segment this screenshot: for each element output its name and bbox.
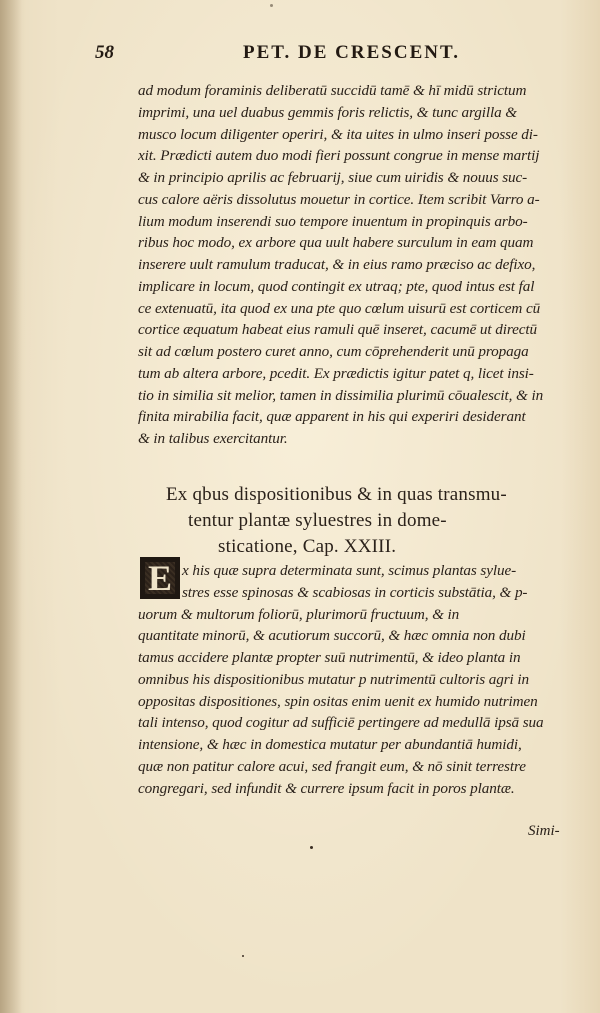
text-line: tio in similia sit melior, tamen in dissimilia plurimū cōualescit, & in [138, 386, 544, 404]
chapter-heading-line: tentur plantæ syluestres in dome- [188, 510, 447, 531]
paragraph-2 [138, 560, 568, 799]
text-line: omnibus his dispositionibus mutatur p nutrimentū cultoris agri in [138, 670, 529, 688]
page-number: 58 [95, 42, 114, 63]
text-line: oppositas dispositiones, spin ositas enim uenit ex humido nutrimen [138, 692, 538, 710]
text-line: tali intenso, quod cogitur ad sufficiē pertingere ad medullā ipsā sua [138, 714, 544, 732]
paper-speck [270, 4, 273, 7]
text-line: ribus hoc modo, ex arbore qua uult habere surculum in eam quam [138, 234, 534, 252]
paper-speck [310, 846, 313, 849]
text-line: finita mirabilia facit, quæ apparent in his qui experiri desiderant [138, 408, 526, 426]
catchword: Simi- [528, 823, 560, 839]
text-line: lium modum inserendi suo tempore inuentum in propinquis arbo- [138, 212, 528, 230]
text-line: cus calore aëris dissolutus mouetur in cortice. Item scribit Varro a- [138, 190, 540, 208]
text-line: musco locum diligenter operiri, & ita uites in ulmo inseri posse di- [138, 125, 538, 143]
text-line: ce extenuatū, ita quod ex una pte quo cœlum uisurū est corticem cū [138, 299, 541, 317]
text-line: imprimi, una uel duabus gemmis foris relictis, & tunc argilla & [138, 103, 518, 121]
paper-speck [242, 955, 244, 957]
text-line: & in principio aprilis ac februarij, siue cum uiridis & nouus suc- [138, 169, 528, 186]
chapter-heading [166, 482, 586, 560]
chapter-heading-line: Ex qbus dispositionibus & in quas transmu- [166, 484, 507, 505]
paragraph-1 [138, 80, 566, 450]
text-line: tamus accidere plantæ propter suū nutrimentū, & ideo planta in [138, 649, 521, 666]
running-title: PET. DE CRESCENT. [243, 42, 460, 63]
chapter-heading-line: sticatione, Cap. XXIII. [218, 536, 397, 557]
text-line: uorum & multorum foliorū, plurimorū fructuum, & in [138, 605, 460, 623]
text-line: ad modum foraminis deliberatū succidū tamē & hī midū strictum [138, 82, 527, 99]
text-line: tum ab altera arbore, pcedit. Ex prædictis igitur patet q, licet insi- [138, 364, 534, 382]
text-line: quantitate minorū, & acutiorum succorū, & hæc omnia non dubi [138, 627, 526, 645]
text-line: stres esse spinosas & scabiosas in corticis substātia, & p- [182, 583, 528, 601]
text-line: quæ non patitur calore acui, sed frangit eum, & nō sinit terrestre [138, 757, 526, 775]
text-line: intensione, & hæc in domestica mutatur per abundantiā humidi, [138, 736, 522, 753]
text-line: congregari, sed infundit & currere ipsum facit in poros plantæ. [138, 779, 515, 797]
text-line: x his quæ supra determinata sunt, scimus plantas sylue- [182, 562, 517, 579]
text-line: sit ad cœlum postero curet anno, cum cōprehenderit unū propaga [138, 343, 529, 360]
gutter-shadow [0, 0, 22, 1013]
running-head [95, 42, 515, 68]
initial-letter: E [147, 558, 172, 598]
text-line: inserere uult ramulum traducat, & in eius ramo præciso ac defixo, [138, 256, 536, 273]
text-line: xit. Prædicti autem duo modi fieri possunt congrue in mense martij [138, 147, 540, 165]
text-line: & in talibus exercitantur. [138, 430, 288, 447]
text-line: implicare in locum, quod contingit ex utraq; pte, quod intus est fal [138, 277, 535, 295]
text-line: cortice æquatum habeat eius ramuli quē inseret, cacumē ut directū [138, 321, 537, 339]
